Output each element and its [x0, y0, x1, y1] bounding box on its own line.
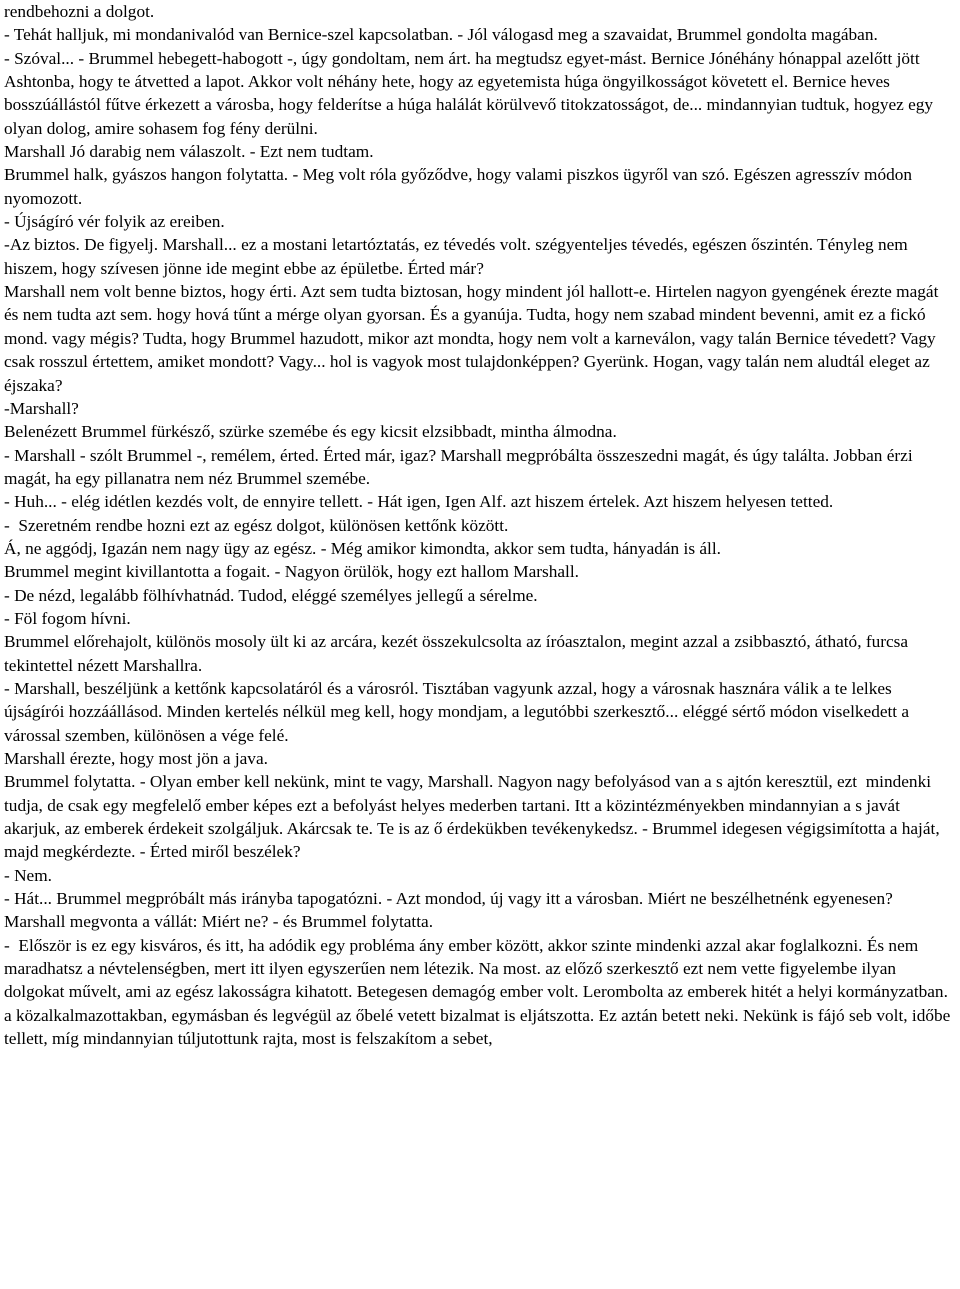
paragraph: - Huh... - elég idétlen kezdés volt, de ennyire tellett. - Hát igen, Igen Alf. azt hiszem értelek. Azt hiszem helyesen tetted. — [4, 492, 834, 512]
paragraph: - Szeretném rendbe hozni ezt az egész dolgot, különösen kettőnk között. — [4, 515, 509, 535]
paragraph: Marshall nem volt benne biztos, hogy érti. Azt sem tudta biztosan, hogy mindent jól hallott-e. Hirtelen nagyon gyengének érezte magát és nem tudta azt sem. hogy hová tűnt a mérge olyan gyorsan. És a gyanúja. Tudta, hogy nem szabad mindent bevenni, amit ez a fickó mond. vagy mégis? Tudta, hogy Brummel hazudott, mikor azt mondta, hogy nem volt a karneválon, vagy talán Bernice tévedett? Vagy csak rosszul értettem, amiket mondott? Vagy... hol is vagyok most tulajdonképpen? Gyerünk. Hogan, vagy talán nem aludtál eleget az éjszaka? — [4, 282, 943, 395]
paragraph: Marshall érezte, hogy most jön a java. — [4, 749, 268, 768]
paragraph: - Marshall, beszéljünk a kettőnk kapcsolatáról és a városról. Tisztában vagyunk azzal, hogy a városnak hasznára válik a te lelkes újságírói hozzáállásod. Minden kertelés nélkül meg kell, hogy mondjam, a legutóbbi szerkesztő... eléggé sértő módon viselkedett a várossal szemben, különösen a vége felé. — [4, 678, 914, 745]
paragraph: Brummel előrehajolt, különös mosoly ült ki az arcára, kezét összekulcsolta az íróasztalon, megint azzal a zsibbasztó, átható, furcsa tekintettel nézett Marshallra. — [4, 632, 913, 675]
paragraph: -Az biztos. De figyelj. Marshall... ez a mostani letartóztatás, ez tévedés volt. szégyenteljes tévedés, egészen őszintén. Tényleg nem hiszem, hogy szívesen jönne ide megint ebbe az épületbe. Érted már? — [4, 235, 913, 278]
paragraph: Brummel halk, gyászos hangon folytatta. - Meg volt róla győződve, hogy valami piszkos ügyről van szó. Egészen agresszív módon nyomozott. — [4, 165, 917, 208]
paragraph: - Marshall - szólt Brummel -, remélem, érted. Érted már, igaz? Marshall megpróbálta összeszedni magát, és úgy találta. Jobban érzi magát, ha egy pillanatra nem néz Brummel szemébe. — [4, 445, 917, 488]
paragraph: rendbehozni a dolgot. — [4, 2, 155, 21]
paragraph: Á, ne aggódj, Igazán nem nagy ügy az egész. - Még amikor kimondta, akkor sem tudta, hányadán is áll. — [4, 538, 721, 558]
paragraph: -Marshall? — [4, 398, 79, 418]
paragraph: Belenézett Brummel fürkésző, szürke szemébe és egy kicsit elzsibbadt, mintha álmodna. — [4, 422, 617, 442]
paragraph: - Újságíró vér folyik az ereiben. — [4, 212, 225, 232]
paragraph: - Először is ez egy kisváros, és itt, ha adódik egy probléma ány ember között, akkor szinte mindenki azzal akar foglalkozni. És nem maradhatsz a névtelenségben, mert itt ilyen egyszerűen nem létezik. Na most. az előző szerkesztő ezt nem vette figyelembe ilyan dolgokat művelt, ami az egész lakosságra kihatott. Betegesen demagóg ember volt. Lerombolta az emberek hitét a helyi kormányzatban. a közalkalmazottakban, egymásban és legvégül az őbelé vetett bizalmat is eljátszotta. Ez aztán betett neki. Nekünk is fájó seb volt, időbe tellett, míg mindannyian túljutottunk rajta, most is felszakítom a sebet, — [4, 935, 955, 1049]
paragraph: - Szóval... - Brummel hebegett-habogott -, úgy gondoltam, nem árt. ha megtudsz egyet-mást. Bernice Jónéhány hónappal azelőtt jött Ashtonba, hogy te átvetted a lapot. Akkor volt néhány hete, hogy az egyetemista húga öngyilkosságot követett el. Bernice heves bosszúállástól fűtve érkezett a városba, hogy felderítse a húga halálát körülvevő titokzatosságot, de... mindannyian tudtuk, hogyez egy olyan dolog, amire sohasem fog fény derülni. — [4, 48, 938, 138]
paragraph: Brummel folytatta. - Olyan ember kell nekünk, mint te vagy, Marshall. Nagyon nagy befolyásod van a s ajtón keresztül, ezt mindenki tudja, de csak egy megfelelő ember képes ezt a befolyást helyes mederben tartani. Itt a közintézményekben mindannyian a s javát akarjuk, az emberek érdekeit szolgáljuk. Akárcsak te. Te is az ő érdekükben tevékenykedsz. - Brummel idegesen végigsimította a haját, majd megkérdezte. - Érted miről beszélek? — [4, 772, 944, 862]
paragraph: Marshall Jó darabig nem válaszolt. - Ezt nem tudtam. — [4, 142, 374, 162]
paragraph: - De nézd, legalább fölhívhatnád. Tudod, eléggé személyes jellegű a sérelme. — [4, 585, 538, 605]
paragraph: Brummel megint kivillantotta a fogait. - Nagyon örülök, hogy ezt hallom Marshall. — [4, 562, 579, 582]
paragraph: - Nem. — [4, 865, 52, 885]
paragraph: - Föl fogom hívni. — [4, 608, 131, 628]
paragraph: - Tehát halljuk, mi mondanivalód van Bernice-szel kapcsolatban. - Jól válogasd meg a szavaidat, Brummel gondolta magában. — [4, 25, 878, 45]
paragraph: - Hát... Brummel megpróbált más irányba tapogatózni. - Azt mondod, új vagy itt a városban. Miért ne beszélhetnénk egyenesen? Marshall megvonta a vállát: Miért ne? - és Brummel folytatta. — [4, 889, 898, 932]
